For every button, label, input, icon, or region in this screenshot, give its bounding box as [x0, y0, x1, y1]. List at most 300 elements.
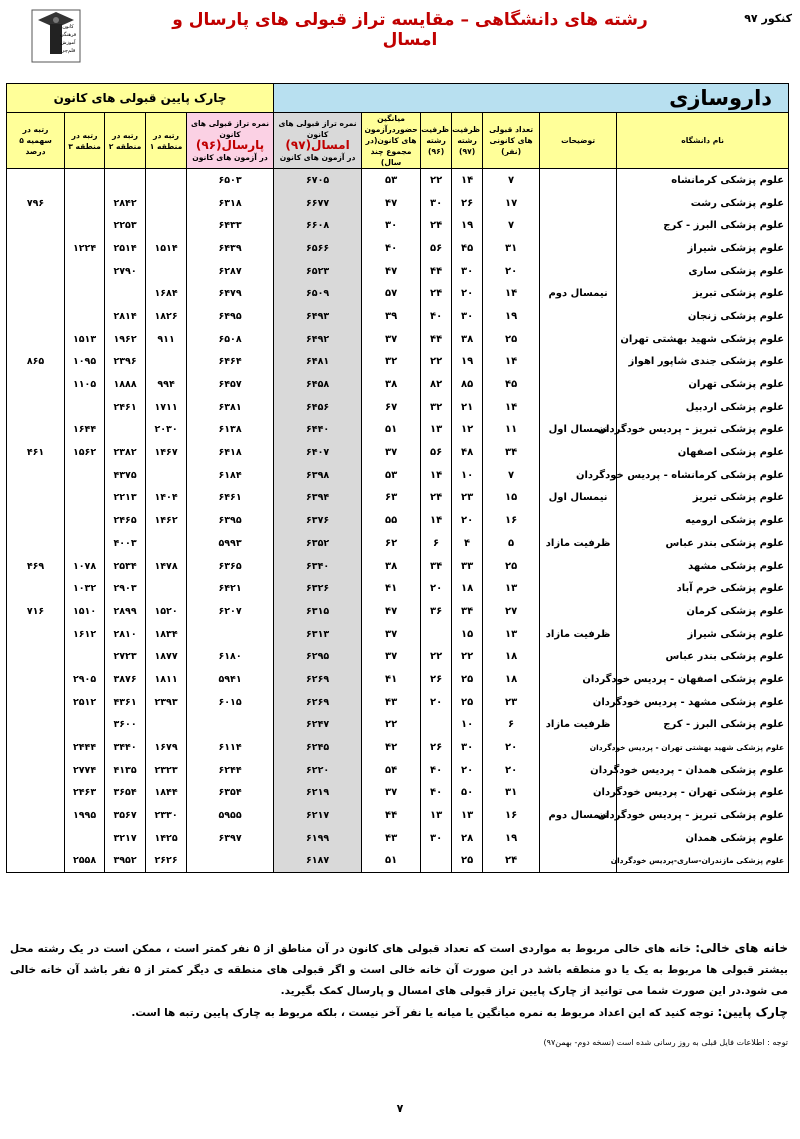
- cell-r3: ۱۵۶۲: [65, 441, 105, 464]
- cell-prev: ۶۱۸۰: [187, 645, 274, 668]
- cell-uni: علوم پزشکی شیراز: [617, 237, 789, 260]
- col-cap96: [421, 113, 452, 169]
- cell-cap97: ۲۰: [452, 282, 483, 305]
- cell-now: ۶۳۵۲: [274, 532, 362, 555]
- cell-r1: ۲۳۹۳: [146, 691, 187, 714]
- cell-uni: علوم پزشکی جندی شاپور اهواز: [617, 351, 789, 374]
- cell-desc: [540, 555, 617, 578]
- cell-prev: ۶۲۰۷: [187, 600, 274, 623]
- cell-r5: [7, 282, 65, 305]
- cell-r3: [65, 487, 105, 510]
- table-row: [7, 759, 789, 782]
- cell-r3: ۱۲۲۴: [65, 237, 105, 260]
- cell-r3: [65, 532, 105, 555]
- table-row: [7, 373, 789, 396]
- cell-cap97: ۱۹: [452, 214, 483, 237]
- col-now: [274, 113, 362, 169]
- col-cap97: [452, 113, 483, 169]
- cell-now: ۶۳۷۶: [274, 509, 362, 532]
- page-number: ۷: [396, 1102, 404, 1115]
- cell-r1: ۱۸۲۶: [146, 305, 187, 328]
- cell-r5: ۷۱۶: [7, 600, 65, 623]
- cell-r3: [65, 509, 105, 532]
- cell-r1: [146, 169, 187, 192]
- major-title: داروسازی: [274, 84, 789, 113]
- cell-desc: [540, 396, 617, 419]
- cell-prev: ۶۴۱۸: [187, 441, 274, 464]
- cell-prev: ۶۳۸۱: [187, 396, 274, 419]
- cell-r5: [7, 464, 65, 487]
- cell-cap96: ۴۰: [421, 759, 452, 782]
- cell-prev: ۶۱۸۴: [187, 464, 274, 487]
- cell-desc: نیمسال دوم: [540, 282, 617, 305]
- cell-desc: نیمسال اول: [540, 419, 617, 442]
- cell-r1: [146, 214, 187, 237]
- cell-count: ۷: [483, 214, 540, 237]
- cell-avg: ۳۷: [362, 623, 421, 646]
- cell-cap96: ۳۰: [421, 827, 452, 850]
- cell-uni: علوم پزشکی همدان: [617, 827, 789, 850]
- cell-avg: ۴۰: [362, 237, 421, 260]
- cell-prev: ۶۳۹۷: [187, 827, 274, 850]
- cell-now: ۶۴۸۱: [274, 351, 362, 374]
- cell-desc: [540, 373, 617, 396]
- table-row: [7, 192, 789, 215]
- table-row: [7, 532, 789, 555]
- cell-count: ۲۰: [483, 736, 540, 759]
- cell-uni: علوم پزشکی اصفهان: [617, 441, 789, 464]
- note-quartile-text: توجه کنید که این اعداد مربوط به نمره میانگین یا میانه یا نفر آخر نیست ، بلکه مربوط به چارک پایین رتبه ها است.: [131, 1007, 718, 1019]
- cell-r2: ۱۸۸۸: [105, 373, 146, 396]
- logo-text-3: آموزش: [60, 40, 76, 46]
- cell-r2: ۳۸۷۶: [105, 668, 146, 691]
- cell-r3: ۲۵۱۲: [65, 691, 105, 714]
- col-avg: میانگین حضوردرآزمون های کانون(در مجموع چند سال): [362, 113, 421, 169]
- note-empty-cells: [10, 938, 788, 1002]
- cell-cap96: ۴۰: [421, 305, 452, 328]
- cell-r5: [7, 532, 65, 555]
- cell-uni: علوم پزشکی تبریز: [617, 282, 789, 305]
- cell-r5: [7, 804, 65, 827]
- cell-now: ۶۴۵۸: [274, 373, 362, 396]
- table-row: [7, 260, 789, 283]
- cell-r5: [7, 237, 65, 260]
- cell-r2: ۳۶۵۴: [105, 782, 146, 805]
- cell-r5: [7, 827, 65, 850]
- cell-cap97: ۲۳: [452, 487, 483, 510]
- cell-count: ۳۴: [483, 441, 540, 464]
- cell-r5: [7, 396, 65, 419]
- cell-cap97: ۱۴: [452, 169, 483, 192]
- cell-r5: [7, 668, 65, 691]
- cell-prev: ۵۹۵۵: [187, 804, 274, 827]
- cell-cap96: ۲۲: [421, 169, 452, 192]
- table-row: [7, 351, 789, 374]
- cell-count: ۴۵: [483, 373, 540, 396]
- cell-r1: [146, 351, 187, 374]
- table-row: [7, 804, 789, 827]
- cell-avg: ۳۷: [362, 328, 421, 351]
- cell-r5: [7, 736, 65, 759]
- cell-r2: ۲۷۹۰: [105, 260, 146, 283]
- cell-desc: [540, 509, 617, 532]
- cell-r3: [65, 827, 105, 850]
- cell-r2: ۱۹۶۲: [105, 328, 146, 351]
- note-empty-label: خانه های خالی:: [695, 941, 789, 955]
- cell-cap96: ۱۳: [421, 419, 452, 442]
- cell-r5: [7, 850, 65, 873]
- cell-cap96: ۵۶: [421, 441, 452, 464]
- cell-count: ۱۳: [483, 623, 540, 646]
- cell-r3: ۱۵۱۰: [65, 600, 105, 623]
- cell-r2: ۲۹۰۳: [105, 577, 146, 600]
- cell-now: ۶۶۷۷: [274, 192, 362, 215]
- cell-r2: ۳۴۴۰: [105, 736, 146, 759]
- note-quartile-label: چارک پایین:: [717, 1005, 788, 1019]
- cell-desc: ظرفیت مازاد: [540, 532, 617, 555]
- cell-cap96: ۳۶: [421, 600, 452, 623]
- cell-now: ۶۷۰۵: [274, 169, 362, 192]
- cell-avg: ۳۲: [362, 351, 421, 374]
- cell-cap97: ۱۸: [452, 577, 483, 600]
- cell-r3: [65, 260, 105, 283]
- cell-now: ۶۳۱۳: [274, 623, 362, 646]
- cell-r2: ۲۸۴۲: [105, 192, 146, 215]
- cell-cap97: ۴۸: [452, 441, 483, 464]
- cell-avg: ۵۳: [362, 169, 421, 192]
- table-row: [7, 645, 789, 668]
- cell-r2: ۲۸۱۰: [105, 623, 146, 646]
- cell-desc: [540, 328, 617, 351]
- cell-avg: ۵۴: [362, 759, 421, 782]
- note-empty-text: خانه های خالی مربوط به مواردی است که تعداد قبولی های کانون در آن مناطق از ۵ نفر کمتر است ، ممکن است در یک رشته محل بیشتر قبولی ها مربوط به یک یا دو منطقه باشد در این صورت آن خانه خالی است و اگر قبولی های منطقه ی دیگر کمتر از ۵ نفر باشد آن خانه خالی می شود.در این صورت شما می توانید از چارک پایین تراز قبولی های امسال و پارسال کمک بگیرید.: [10, 943, 788, 997]
- cell-uni: علوم پزشکی بندر عباس: [617, 532, 789, 555]
- cell-r2: ۲۳۹۶: [105, 351, 146, 374]
- cell-r1: [146, 577, 187, 600]
- column-header-row: [7, 113, 789, 169]
- col-now-top: نمره تراز قبولی های کانون: [278, 119, 357, 139]
- cell-r3: [65, 282, 105, 305]
- cell-uni: علوم پزشکی البرز - کرج: [617, 714, 789, 737]
- cell-cap96: ۴۴: [421, 328, 452, 351]
- cell-uni: علوم پزشکی تبریز - پردیس خودگردان: [617, 804, 789, 827]
- cell-r5: [7, 419, 65, 442]
- cell-cap97: ۳۴: [452, 600, 483, 623]
- cell-cap96: ۳۲: [421, 396, 452, 419]
- cell-r3: ۱۶۱۲: [65, 623, 105, 646]
- cell-cap97: ۲۱: [452, 396, 483, 419]
- col-prev: [187, 113, 274, 169]
- cell-count: ۱۱: [483, 419, 540, 442]
- cell-r5: [7, 759, 65, 782]
- cell-count: ۲۷: [483, 600, 540, 623]
- cell-avg: ۴۲: [362, 736, 421, 759]
- note-quartile: [10, 1002, 788, 1024]
- table-row: [7, 464, 789, 487]
- table-row: [7, 214, 789, 237]
- cell-r1: [146, 532, 187, 555]
- cell-avg: ۵۱: [362, 850, 421, 873]
- col-r2: رتبه در منطقه ۲: [105, 113, 146, 169]
- cell-count: ۶: [483, 714, 540, 737]
- cell-cap96: ۲۴: [421, 487, 452, 510]
- cell-cap96: ۲۲: [421, 351, 452, 374]
- chart-title: چارک پایین قبولی های کانون: [7, 84, 274, 113]
- cell-r1: ۱۴۶۲: [146, 509, 187, 532]
- table-row: [7, 600, 789, 623]
- cell-cap96: ۲۴: [421, 214, 452, 237]
- cell-cap97: ۱۲: [452, 419, 483, 442]
- table-row: [7, 328, 789, 351]
- cell-r1: ۹۱۱: [146, 328, 187, 351]
- cell-r1: ۱۸۴۴: [146, 782, 187, 805]
- cell-prev: ۶۴۳۹: [187, 237, 274, 260]
- table-row: [7, 782, 789, 805]
- cell-cap96: ۴۰: [421, 782, 452, 805]
- cell-r1: ۲۶۲۶: [146, 850, 187, 873]
- cell-cap97: ۳۸: [452, 328, 483, 351]
- cell-now: ۶۴۹۳: [274, 305, 362, 328]
- table-row: [7, 237, 789, 260]
- cell-desc: [540, 850, 617, 873]
- cell-r5: [7, 509, 65, 532]
- col-cap97-a: ظرفیت رشته: [452, 125, 481, 145]
- cell-r5: [7, 782, 65, 805]
- cell-r3: [65, 214, 105, 237]
- cell-r3: [65, 396, 105, 419]
- table-row: [7, 396, 789, 419]
- cell-r2: ۴۰۰۳: [105, 532, 146, 555]
- cell-r3: ۱۱۰۵: [65, 373, 105, 396]
- col-cap97-b: (۹۷): [458, 147, 476, 156]
- cell-uni: علوم پزشکی مازندران-ساری-پردیس خودگردان: [617, 850, 789, 873]
- cell-avg: ۳۰: [362, 214, 421, 237]
- cell-count: ۱۷: [483, 192, 540, 215]
- cell-cap96: ۲۶: [421, 736, 452, 759]
- cell-r2: ۲۳۸۲: [105, 441, 146, 464]
- col-desc: توضیحات: [540, 113, 617, 169]
- cell-uni: علوم پزشکی مشهد - پردیس خودگردان: [617, 691, 789, 714]
- table-row: [7, 419, 789, 442]
- cell-count: ۳۱: [483, 237, 540, 260]
- cell-count: ۱۴: [483, 282, 540, 305]
- cell-cap96: ۲۶: [421, 668, 452, 691]
- cell-cap96: ۵۶: [421, 237, 452, 260]
- cell-uni: علوم پزشکی البرز - کرج: [617, 214, 789, 237]
- cell-desc: [540, 192, 617, 215]
- cell-uni: علوم پزشکی شیراز: [617, 623, 789, 646]
- cell-r1: ۱۶۸۴: [146, 282, 187, 305]
- cell-desc: [540, 827, 617, 850]
- cell-r1: ۱۴۰۴: [146, 487, 187, 510]
- cell-r5: [7, 373, 65, 396]
- cell-cap97: ۱۵: [452, 623, 483, 646]
- cell-avg: ۳۷: [362, 782, 421, 805]
- cell-now: ۶۲۲۰: [274, 759, 362, 782]
- cell-count: ۱۴: [483, 351, 540, 374]
- cell-cap96: ۳۴: [421, 555, 452, 578]
- cell-cap97: ۳۳: [452, 555, 483, 578]
- cell-desc: [540, 305, 617, 328]
- cell-r2: ۲۷۲۳: [105, 645, 146, 668]
- cell-count: ۷: [483, 464, 540, 487]
- cell-prev: ۶۴۶۱: [187, 487, 274, 510]
- cell-r2: ۲۸۱۴: [105, 305, 146, 328]
- cell-now: ۶۲۱۷: [274, 804, 362, 827]
- cell-r5: ۴۶۹: [7, 555, 65, 578]
- cell-r1: [146, 464, 187, 487]
- cell-now: ۶۱۹۹: [274, 827, 362, 850]
- cell-desc: [540, 645, 617, 668]
- cell-avg: ۴۳: [362, 691, 421, 714]
- cell-prev: ۶۴۷۹: [187, 282, 274, 305]
- cell-prev: ۶۴۶۴: [187, 351, 274, 374]
- cell-r5: ۷۹۶: [7, 192, 65, 215]
- cell-r5: ۴۶۱: [7, 441, 65, 464]
- cell-cap97: ۳۰: [452, 736, 483, 759]
- cell-r2: ۲۵۱۴: [105, 237, 146, 260]
- cell-now: ۶۳۱۵: [274, 600, 362, 623]
- table-row: [7, 691, 789, 714]
- cell-desc: [540, 600, 617, 623]
- cell-r1: [146, 192, 187, 215]
- cell-r5: [7, 645, 65, 668]
- cell-prev: [187, 714, 274, 737]
- cell-r3: ۱۹۹۵: [65, 804, 105, 827]
- cell-cap97: ۴۵: [452, 237, 483, 260]
- cell-r2: ۴۳۶۱: [105, 691, 146, 714]
- cell-prev: ۶۳۵۴: [187, 782, 274, 805]
- col-now-big: امسال(۹۷): [285, 138, 350, 152]
- cell-r3: [65, 714, 105, 737]
- cell-r1: ۲۳۲۳: [146, 759, 187, 782]
- table-row: [7, 736, 789, 759]
- cell-count: ۲۰: [483, 260, 540, 283]
- cell-r2: ۳۲۱۷: [105, 827, 146, 850]
- cell-now: ۶۴۴۰: [274, 419, 362, 442]
- cell-now: ۶۳۹۸: [274, 464, 362, 487]
- cell-avg: ۶۷: [362, 396, 421, 419]
- cell-desc: ظرفیت مازاد: [540, 623, 617, 646]
- cell-avg: ۶۲: [362, 532, 421, 555]
- cell-avg: ۴۷: [362, 260, 421, 283]
- cell-uni: علوم پزشکی تبریز - پردیس خودگردان: [617, 419, 789, 442]
- cell-now: ۶۳۲۶: [274, 577, 362, 600]
- cell-r5: [7, 623, 65, 646]
- cell-r3: ۱۶۴۴: [65, 419, 105, 442]
- cell-r5: [7, 328, 65, 351]
- table-row: [7, 305, 789, 328]
- cell-r5: [7, 714, 65, 737]
- cell-avg: ۵۷: [362, 282, 421, 305]
- cell-prev: ۶۳۱۸: [187, 192, 274, 215]
- cell-now: ۶۲۹۵: [274, 645, 362, 668]
- cell-cap96: ۳۰: [421, 192, 452, 215]
- cell-now: ۶۲۴۷: [274, 714, 362, 737]
- cell-prev: ۶۱۱۴: [187, 736, 274, 759]
- cell-uni: علوم پزشکی مشهد: [617, 555, 789, 578]
- cell-r1: [146, 714, 187, 737]
- cell-now: ۶۴۰۷: [274, 441, 362, 464]
- cell-cap96: [421, 850, 452, 873]
- cell-r1: ۱۵۲۰: [146, 600, 187, 623]
- cell-r3: ۱۰۹۵: [65, 351, 105, 374]
- cell-r2: ۳۶۰۰: [105, 714, 146, 737]
- cell-avg: ۵۳: [362, 464, 421, 487]
- cell-cap96: [421, 714, 452, 737]
- cell-cap97: ۲۵: [452, 691, 483, 714]
- cell-r2: ۳۵۶۷: [105, 804, 146, 827]
- cell-uni: علوم پزشکی تهران: [617, 373, 789, 396]
- cell-r1: ۹۹۴: [146, 373, 187, 396]
- table-body: [7, 169, 789, 873]
- cell-cap97: ۱۳: [452, 804, 483, 827]
- page-title: رشته های دانشگاهی – مقایسه تراز قبولی های پارسال و امسال: [172, 10, 648, 50]
- cell-prev: ۶۳۶۵: [187, 555, 274, 578]
- cell-r5: [7, 260, 65, 283]
- cell-cap97: ۲۸: [452, 827, 483, 850]
- cell-count: ۲۳: [483, 691, 540, 714]
- cell-cap96: ۱۴: [421, 464, 452, 487]
- cell-r3: ۲۵۵۸: [65, 850, 105, 873]
- cell-r1: ۱۴۶۷: [146, 441, 187, 464]
- col-r1: رتبه در منطقه ۱: [146, 113, 187, 169]
- table-title-row: [7, 84, 789, 113]
- cell-now: ۶۵۲۳: [274, 260, 362, 283]
- cell-cap97: ۲۵: [452, 850, 483, 873]
- cell-avg: ۵۱: [362, 419, 421, 442]
- cell-uni: علوم پزشکی شهید بهشتی تهران - پردیس خودگردان: [617, 736, 789, 759]
- cell-now: ۶۶۰۸: [274, 214, 362, 237]
- cell-uni: علوم پزشکی تبریز: [617, 487, 789, 510]
- cell-now: ۶۳۹۴: [274, 487, 362, 510]
- table-row: [7, 827, 789, 850]
- cell-avg: ۴۳: [362, 827, 421, 850]
- cell-count: ۱۹: [483, 827, 540, 850]
- cell-r2: ۲۲۱۳: [105, 487, 146, 510]
- cell-now: ۶۵۰۹: [274, 282, 362, 305]
- cell-count: ۲۵: [483, 328, 540, 351]
- cell-r5: [7, 487, 65, 510]
- table-row: [7, 577, 789, 600]
- table-row: [7, 169, 789, 192]
- table-row: [7, 555, 789, 578]
- cell-cap97: ۲۶: [452, 192, 483, 215]
- cell-cap97: ۸۵: [452, 373, 483, 396]
- cell-cap97: ۳۰: [452, 305, 483, 328]
- col-now-bot: در آزمون های کانون: [279, 153, 356, 162]
- table-row: [7, 487, 789, 510]
- cell-avg: ۴۴: [362, 804, 421, 827]
- cell-avg: ۲۲: [362, 714, 421, 737]
- col-r3: رتبه در منطقه ۳: [65, 113, 105, 169]
- cell-prev: ۶۰۱۵: [187, 691, 274, 714]
- cell-desc: نیمسال اول: [540, 487, 617, 510]
- cell-r5: [7, 214, 65, 237]
- cell-prev: ۶۲۸۷: [187, 260, 274, 283]
- cell-r2: ۲۴۶۵: [105, 509, 146, 532]
- cell-r3: ۱۰۷۸: [65, 555, 105, 578]
- cell-uni: علوم پزشکی همدان - پردیس خودگردان: [617, 759, 789, 782]
- cell-uni: علوم پزشکی کرمان: [617, 600, 789, 623]
- cell-desc: ظرفیت مازاد: [540, 714, 617, 737]
- cell-avg: ۴۷: [362, 600, 421, 623]
- cell-uni: علوم پزشکی شهید بهشتی تهران: [617, 328, 789, 351]
- cell-r2: [105, 419, 146, 442]
- cell-r2: [105, 169, 146, 192]
- cell-r3: ۲۹۰۵: [65, 668, 105, 691]
- cell-count: ۱۳: [483, 577, 540, 600]
